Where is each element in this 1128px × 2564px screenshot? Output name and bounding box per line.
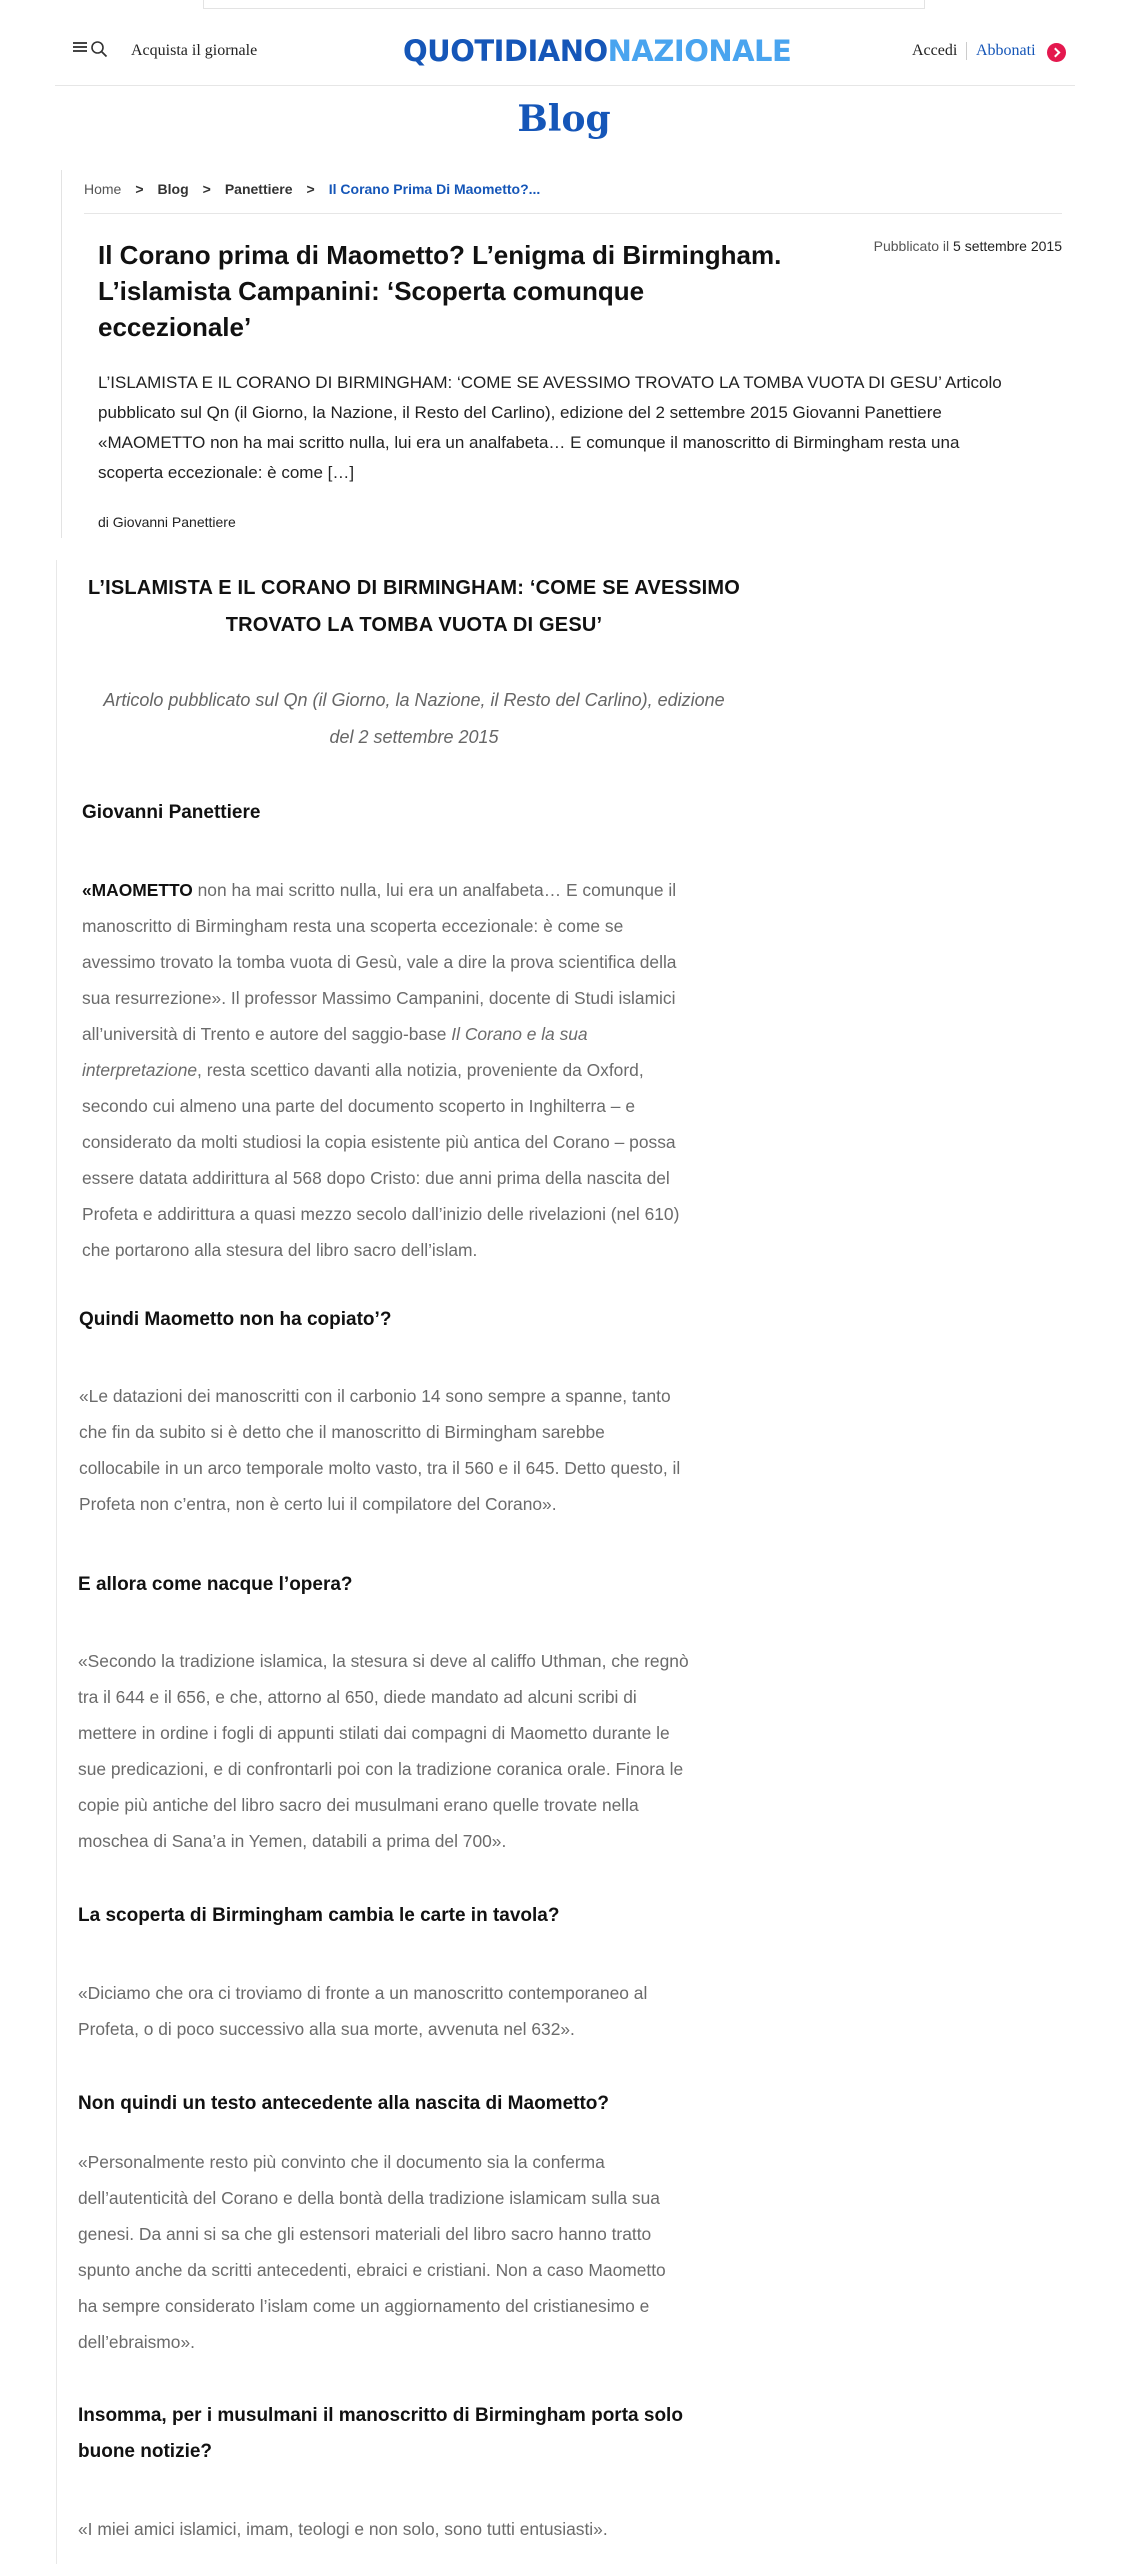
paragraph-line: genesi. Da anni si sa che gli estensori materiali del libro sacro hanno tratto [78, 2224, 652, 2244]
breadcrumb [84, 181, 540, 197]
interview-question: Non quindi un testo antecedente alla nascita di Maometto? [78, 2093, 610, 2114]
site-logo[interactable] [403, 34, 791, 68]
paragraph-line: «Personalmente resto più convinto che il documento sia la conferma [78, 2152, 605, 2172]
interview-question: buone notizie? [78, 2441, 213, 2462]
header-divider [966, 42, 967, 60]
logo-part-quotidiano: QUOTIDIANO [403, 34, 608, 68]
sidebar-rule [61, 170, 62, 538]
publication-note-line-2: del 2 settembre 2015 [329, 727, 499, 747]
interview-question: Insomma, per i musulmani il manoscritto di Birmingham porta solo [78, 2405, 683, 2426]
breadcrumb-current: Il Corano Prima Di Maometto?... [328, 181, 541, 197]
paragraph-line: Profeta non c’entra, non è certo lui il compilatore del Corano». [79, 1494, 557, 1514]
breadcrumb-separator: > [135, 181, 144, 197]
subscribe-link[interactable]: Abbonati [976, 42, 1036, 59]
paragraph-line: «Diciamo che ora ci troviamo di fronte a un manoscritto contemporaneo al [78, 1983, 648, 2003]
paragraph-lead: «MAOMETTO [82, 880, 193, 900]
paragraph-line: essere datata addirittura al 568 dopo Cristo: due anni prima della nascita del [82, 1168, 670, 1188]
buy-newspaper-link[interactable]: Acquista il giornale [131, 42, 258, 59]
paragraph-line: manoscritto di Birmingham resta una scoperta eccezionale: è come se [82, 916, 624, 936]
paragraph-line [82, 1016, 588, 1052]
paragraph-line: «Le datazioni dei manoscritti con il carbonio 14 sono sempre a spanne, tanto [79, 1386, 671, 1406]
publication-note-line-1: Articolo pubblicato sul Qn (il Giorno, la Nazione, il Resto del Carlino), edizione [103, 690, 725, 710]
interview-question: E allora come nacque l’opera? [78, 1574, 353, 1595]
paragraph-line: avessimo trovato la tomba vuota di Gesù, vale a dire la prova scientifica della [82, 952, 677, 972]
paragraph-line: «Secondo la tradizione islamica, la stesura si deve al califfo Uthman, che regnò [78, 1651, 689, 1671]
paragraph-line: considerato da molti studiosi la copia esistente più antica del Corano – possa [82, 1132, 676, 1152]
body-heading-line-1: L’ISLAMISTA E IL CORANO DI BIRMINGHAM: ‘COME SE AVESSIMO [88, 577, 740, 599]
author-name: Giovanni Panettiere [82, 802, 261, 823]
paragraph-line: copie più antiche del libro sacro dei musulmani erano quelle trovate nella [78, 1795, 639, 1815]
breadcrumb-panettiere[interactable]: Panettiere [224, 181, 293, 197]
paragraph-line: mettere in ordine i fogli di appunti stilati dai compagni di Maometto durante le [78, 1723, 670, 1743]
paragraph-line: sua resurrezione». Il professor Massimo Campanini, docente di Studi islamici [82, 988, 676, 1008]
published-value: 5 settembre 2015 [953, 238, 1062, 254]
paragraph-text: non ha mai scritto nulla, lui era un analfabeta… E comunque il [192, 880, 677, 900]
top-bar-strip [203, 0, 925, 9]
arrow-right-circle-icon[interactable] [1047, 43, 1066, 62]
paragraph-line: moschea di Sana’a in Yemen, databili a prima del 700». [78, 1831, 507, 1851]
paragraph-line: secondo cui almeno una parte del documento scoperto in Inghilterra – e [82, 1096, 635, 1116]
paragraph-line: ha sempre considerato l’islam come un aggiornamento del cristianesimo e [78, 2296, 650, 2316]
body-heading-line-2: TROVATO LA TOMBA VUOTA DI GESU’ [225, 614, 603, 636]
paragraph-line [82, 1052, 644, 1088]
paragraph-line: sue predicazioni, e di confrontarli poi con la tradizione coranica orale. Finora le [78, 1759, 684, 1779]
paragraph-line: tra il 644 e il 656, e che, attorno al 650, diede mandato ad alcuni scribi di [78, 1687, 637, 1707]
breadcrumb-home[interactable]: Home [84, 181, 122, 197]
login-link[interactable]: Accedi [912, 42, 958, 59]
paragraph-text: , resta scettico davanti alla notizia, proveniente da Oxford, [197, 1060, 644, 1080]
breadcrumb-blog[interactable]: Blog [157, 181, 189, 197]
paragraph-line: dell’autenticità del Corano e della bontà della tradizione islamicam sulla sua [78, 2188, 660, 2208]
search-icon[interactable] [90, 40, 108, 58]
published-date [872, 238, 1062, 254]
paragraph-text: all’università di Trento e autore del saggio-base [82, 1024, 452, 1044]
paragraph-line: dell’ebraismo». [78, 2332, 195, 2352]
interview-question: La scoperta di Birmingham cambia le carte in tavola? [78, 1905, 560, 1926]
section-title: Blog [517, 98, 611, 140]
interview-question: Quindi Maometto non ha copiato’? [79, 1309, 392, 1330]
article-title: Il Corano prima di Maometto? L’enigma di Birmingham. L’islamista Campanini: ‘Scoperta comunque eccezionale’ [98, 240, 782, 342]
published-prefix: Pubblicato il [873, 238, 950, 254]
paragraph-line: che fin da subito si è detto che il manoscritto di Birmingham sarebbe [79, 1422, 605, 1442]
paragraph-line: «I miei amici islamici, imam, teologi e non solo, sono tutti entusiasti». [78, 2519, 608, 2539]
paragraph-line [82, 872, 676, 908]
content-rule [56, 560, 57, 2564]
breadcrumb-divider [84, 213, 1062, 214]
article-byline: di Giovanni Panettiere [98, 514, 236, 530]
logo-part-nazionale: NAZIONALE [607, 34, 792, 68]
paragraph-line: Profeta e addirittura a quasi mezzo secolo dall’inizio delle rivelazioni (nel 610) [82, 1204, 680, 1224]
book-title: Il Corano e la sua [451, 1024, 588, 1044]
book-title: interpretazione [82, 1060, 198, 1080]
paragraph-line: collocabile in un arco temporale molto vasto, tra il 560 e il 645. Detto questo, il [79, 1458, 681, 1478]
paragraph-line: spunto anche da scritti antecedenti, ebraici e cristiani. Non a caso Maometto [78, 2260, 666, 2280]
breadcrumb-separator: > [306, 181, 315, 197]
site-header [55, 18, 1075, 86]
article-abstract: L’ISLAMISTA E IL CORANO DI BIRMINGHAM: ‘COME SE AVESSIMO TROVATO LA TOMBA VUOTA DI GESU’ Articolo pubblicato sul Qn (il Giorno, la Nazione, il Resto del Carlino), edizione del 2 settembre 2015 Giovanni Panettiere «MAOMETTO non ha mai scritto nulla, lui era un analfabeta… E comunque il manoscritto di Birmingham resta una scoperta eccezionale: è come […] [98, 373, 1002, 482]
breadcrumb-separator: > [202, 181, 211, 197]
paragraph-line: che portarono alla stesura del libro sacro dell’islam. [82, 1240, 478, 1260]
hamburger-menu-icon[interactable] [73, 42, 87, 52]
paragraph-line: Profeta, o di poco successivo alla sua morte, avvenuta nel 632». [78, 2019, 575, 2039]
